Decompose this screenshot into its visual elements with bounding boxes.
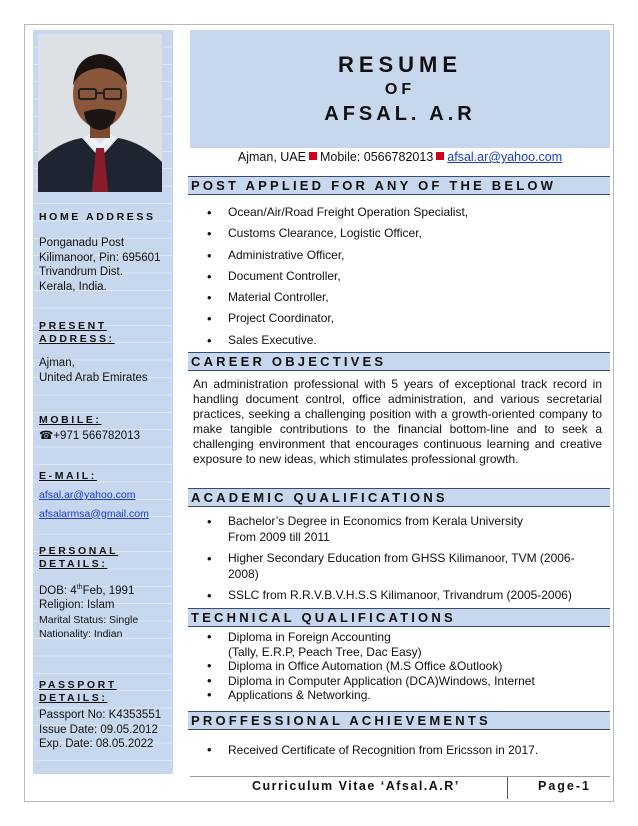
present-address-heading: PRESENT ADDRESS: <box>39 320 115 345</box>
list-item <box>206 630 606 659</box>
list-item: • Material Controller, <box>206 287 606 308</box>
email-block <box>39 470 171 521</box>
post-applied-list <box>206 202 606 351</box>
passport-line: Issue Date: 09.05.2012 <box>39 723 158 736</box>
contact-location: Ajman, UAE <box>237 150 306 164</box>
marital-line: Marital Status: Single <box>39 613 139 626</box>
profile-photo <box>38 34 162 192</box>
present-address-block <box>39 320 171 385</box>
resume-title-line3: AFSAL. A.R <box>324 103 476 125</box>
achievements-list <box>206 742 606 758</box>
home-address-line: Kilimanoor, Pin: 695601 <box>39 251 161 264</box>
list-item: • Customs Clearance, Logistic Officer, <box>206 223 606 244</box>
academic-heading: ACADEMIC QUALIFICATIONS <box>188 488 610 507</box>
technical-list <box>206 630 606 703</box>
academic-item-line: • SSLC from R.R.V.B.V.H.S.S Kilimanoor, Trivandrum (2005-2006) <box>228 588 572 602</box>
achievements-heading: PROFFESSIONAL ACHIEVEMENTS <box>188 711 610 730</box>
career-objectives-text: An administration professional with 5 years of exceptional track record in handling document control, office administration, and various secretarial practices, seeking a challenging position with a growth-oriented company to make tangible contributions to the financial bottom-line and to seek a challenging environment that encourages continuous learning and creative exposure to new ideas, which stimulates professional growth. <box>193 377 602 466</box>
passport-line: Passport No: K4353551 <box>39 709 162 721</box>
dob-sup: th <box>76 584 83 591</box>
technical-heading: TECHNICAL QUALIFICATIONS <box>188 608 610 627</box>
list-item: • Ocean/Air/Road Freight Operation Specialist, <box>206 202 606 223</box>
footer-cv-label: Curriculum Vitae ‘Afsal.A.R’ <box>252 779 460 793</box>
academic-item-line: • Higher Secondary Education from GHSS Kilimanoor, TVM (2006- <box>228 551 575 565</box>
resume-title-box <box>190 30 610 148</box>
home-address-line: Trivandrum Dist. <box>39 266 123 278</box>
mobile-block <box>39 414 171 444</box>
resume-title-line2: OF <box>384 81 416 98</box>
post-applied-heading: POST APPLIED FOR ANY OF THE BELOW <box>188 176 610 195</box>
home-address-line: Kerala, India. <box>39 280 107 293</box>
mobile-number: +971 566782013 <box>53 430 140 442</box>
list-item <box>206 551 606 582</box>
page-footer <box>190 776 610 797</box>
footer-page-number: Page-1 <box>538 779 591 793</box>
contact-line <box>190 150 610 164</box>
phone-icon: ☎ <box>39 430 54 442</box>
personal-details-heading: PERSONAL DETAILS: <box>39 545 119 570</box>
list-item <box>206 514 606 545</box>
separator-square-icon <box>309 152 317 160</box>
list-item: • Received Certificate of Recognition from Ericsson in 2017. <box>206 742 606 758</box>
personal-details-block <box>39 545 171 642</box>
academic-item-line: From 2009 till 2011 <box>228 529 330 544</box>
mobile-heading: MOBILE: <box>39 414 102 426</box>
dob-line <box>39 581 171 598</box>
present-address-line: United Arab Emirates <box>39 371 148 384</box>
list-item: • Diploma in Computer Application (DCA)Windows, Internet <box>206 674 606 689</box>
list-item: • Administrative Officer, <box>206 245 606 266</box>
contact-email-link[interactable]: afsal.ar@yahoo.com <box>447 150 563 164</box>
list-item: • Document Controller, <box>206 266 606 287</box>
academic-list <box>206 514 606 604</box>
list-item: • Applications & Networking. <box>206 688 606 703</box>
religion-line: Religion: Islam <box>39 599 115 612</box>
list-item: • Project Coordinator, <box>206 308 606 329</box>
dob-suffix: Feb, 1991 <box>82 584 135 597</box>
home-address-heading: HOME ADDRESS <box>39 211 156 223</box>
mobile-line <box>39 429 171 444</box>
home-address-block <box>39 211 171 294</box>
passport-heading: PASSPORT DETAILS: <box>39 679 117 704</box>
home-address-line: Ponganadu Post <box>39 237 125 249</box>
passport-line: Exp. Date: 08.05.2022 <box>39 738 154 750</box>
academic-item-line: 2008) <box>228 566 259 581</box>
technical-item-line: (Tally, E.R.P, Peach Tree, Dac Easy) <box>228 644 422 659</box>
email-link-primary[interactable]: afsal.ar@yahoo.com <box>39 489 136 501</box>
present-address-line: Ajman, <box>39 357 75 369</box>
list-item: • Sales Executive. <box>206 330 606 351</box>
email-link-secondary[interactable]: afsalarmsa@gmail.com <box>39 507 149 520</box>
resume-title-line1: RESUME <box>337 52 463 77</box>
footer-divider <box>507 777 508 799</box>
nationality-line: Nationality: Indian <box>39 628 123 641</box>
technical-item-line: • Diploma in Foreign Accounting <box>228 630 391 644</box>
dob-prefix: DOB: 4 <box>39 584 77 597</box>
profile-photo-illustration <box>38 34 162 192</box>
list-item <box>206 588 606 604</box>
email-heading: E-MAIL: <box>39 470 97 482</box>
passport-block <box>39 679 171 752</box>
career-objectives-heading: CAREER OBJECTIVES <box>188 352 610 371</box>
list-item: • Diploma in Office Automation (M.S Office &Outlook) <box>206 659 606 674</box>
academic-item-line: • Bachelor’s Degree in Economics from Kerala University <box>228 514 524 528</box>
separator-square-icon <box>436 152 444 160</box>
contact-mobile: Mobile: 0566782013 <box>319 150 434 164</box>
